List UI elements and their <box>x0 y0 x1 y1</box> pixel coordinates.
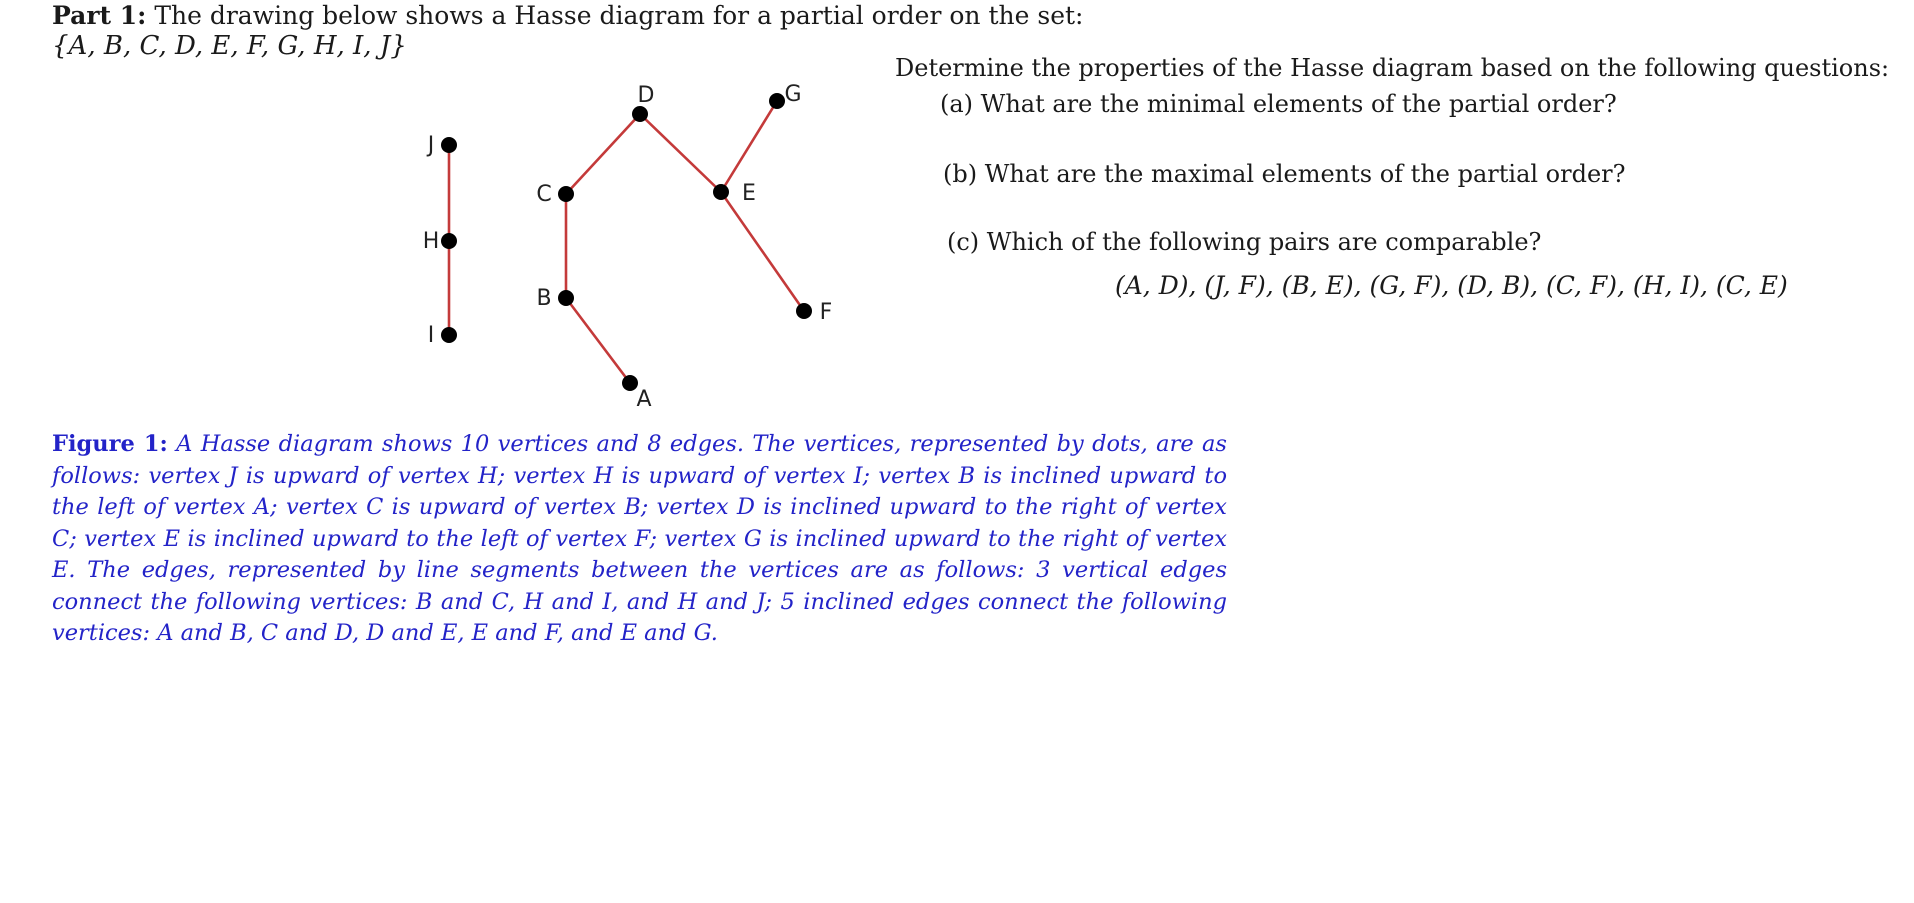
vertex-label-c: C <box>536 182 552 207</box>
vertex-e <box>713 184 729 200</box>
vertex-label-b: B <box>536 286 552 311</box>
vertex-label-h: H <box>422 229 440 254</box>
vertex-j <box>441 137 457 153</box>
vertex-h <box>441 233 457 249</box>
comparable-pairs: (A, D), (J, F), (B, E), (G, F), (D, B), (C, F), (H, I), (C, E) <box>1115 271 1788 300</box>
vertex-label-i: I <box>427 323 435 348</box>
vertex-label-f: F <box>819 300 833 325</box>
edge-e-f <box>721 192 804 311</box>
part-intro: The drawing below shows a Hasse diagram for a partial order on the set: <box>154 1 1084 30</box>
vertex-label-a: A <box>636 387 652 412</box>
question-b: (b) What are the maximal elements of the partial order? <box>943 160 1626 188</box>
part-header <box>52 0 1083 32</box>
figure-caption <box>52 429 1227 650</box>
caption-label: Figure 1: <box>52 431 168 457</box>
vertex-f <box>796 303 812 319</box>
edge-e-g <box>721 101 777 192</box>
edge-c-d <box>566 114 640 194</box>
hasse-diagram <box>390 70 860 420</box>
vertex-b <box>558 290 574 306</box>
vertex-label-g: G <box>784 82 802 107</box>
vertex-d <box>632 106 648 122</box>
edge-d-e <box>640 114 721 192</box>
caption-text: A Hasse diagram shows 10 vertices and 8 edges. The vertices, represented by dots, are as follows: vertex J is upward of vertex H; vertex H is upward of vertex I; vertex B is inclined upward to the left of vertex A; vertex C is upward of vertex B; vertex D is inclined upward to the right of vertex C; vertex E is inclined upward to the left of vertex F; vertex G is inclined upward to the right of vertex E. The edges, represented by line segments between the vertices are as follows: 3 vertical edges connect the following vertices: B and C, H and I, and H and J; 5 inclined edges connect the following vertices: A and B, C and D, D and E, E and F, and E and G. <box>52 431 1227 646</box>
set-definition: {A, B, C, D, E, F, G, H, I, J} <box>52 31 407 61</box>
vertex-label-d: D <box>637 83 655 108</box>
question-a: (a) What are the minimal elements of the partial order? <box>940 90 1617 118</box>
edge-a-b <box>566 298 630 383</box>
vertex-c <box>558 186 574 202</box>
vertex-label-j: J <box>427 133 435 158</box>
vertex-label-e: E <box>742 181 756 206</box>
part-label: Part 1: <box>52 1 147 30</box>
vertex-g <box>769 93 785 109</box>
question-c: (c) Which of the following pairs are comparable? <box>947 228 1542 256</box>
questions-intro: Determine the properties of the Hasse diagram based on the following questions: <box>895 54 1890 82</box>
vertex-i <box>441 327 457 343</box>
